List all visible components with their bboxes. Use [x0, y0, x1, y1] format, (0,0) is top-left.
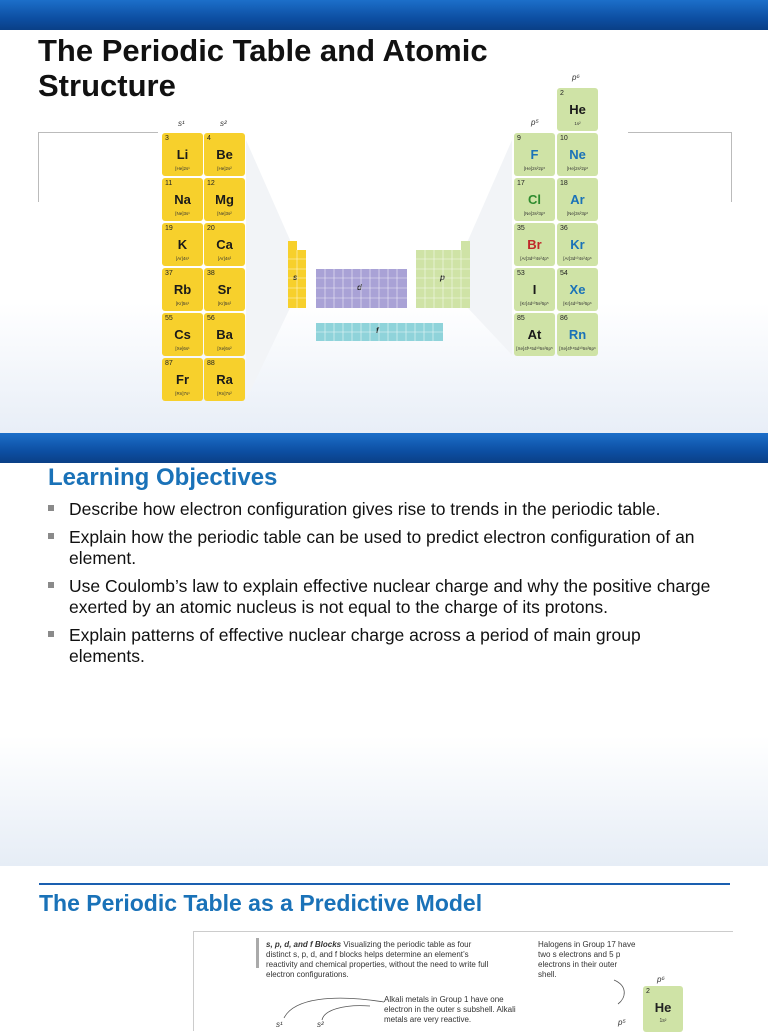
element-symbol: K	[177, 237, 188, 252]
element-symbol: Be	[216, 147, 233, 162]
element-cell	[557, 313, 598, 356]
bullet-marker-icon	[48, 582, 54, 588]
atomic-number: 3	[165, 135, 169, 142]
bullet-text: Explain patterns of effective nuclear charge across a period of main group elements.	[69, 625, 641, 666]
s2-column-header: s²	[220, 119, 227, 128]
bullet-marker-icon	[48, 505, 54, 511]
electron-config: [Ne]3s¹	[175, 211, 190, 216]
f-block-label: f	[376, 326, 379, 335]
electron-config: [Xe]6s¹	[175, 346, 190, 351]
element-symbol: Xe	[569, 282, 586, 297]
atomic-number: 18	[560, 180, 568, 187]
blocks-caption-heading: s, p, d, and f Blocks	[266, 940, 342, 949]
element-cell	[162, 358, 203, 401]
element-cell	[514, 313, 555, 356]
element-cell	[557, 133, 598, 176]
helium-cell	[643, 986, 683, 1032]
element-symbol: Kr	[570, 237, 585, 252]
electron-config: [Ar]4s²	[217, 256, 232, 261]
electron-config: [Kr]4d¹⁰5s²5p⁶	[563, 301, 592, 306]
element-symbol: Rb	[173, 282, 192, 297]
halogen-caption: Halogens in Group 17 have two s electrons and 5 p electrons in their outer shell.	[538, 940, 636, 979]
atomic-number: 86	[560, 315, 568, 322]
atomic-number: 54	[560, 270, 568, 277]
element-cell	[204, 223, 245, 266]
element-cell	[204, 178, 245, 221]
element-cell	[204, 133, 245, 176]
element-cell	[162, 178, 203, 221]
electron-config: [Rn]7s²	[217, 391, 232, 396]
element-cell	[162, 223, 203, 266]
blocks-figure	[193, 931, 733, 1031]
list-item	[48, 576, 718, 618]
element-cell	[162, 133, 203, 176]
element-symbol: Li	[176, 147, 189, 162]
element-symbol: Br	[527, 237, 542, 252]
electron-config: [Xe]6s²	[217, 346, 232, 351]
atomic-number: 36	[560, 225, 568, 232]
element-cell	[204, 358, 245, 401]
slide-header-bar	[0, 433, 768, 463]
s-block-mini-top2	[297, 250, 306, 259]
element-symbol: Ar	[570, 192, 585, 207]
s-block-label: s	[293, 273, 298, 282]
p-block-mini-he	[461, 241, 470, 250]
atomic-number: 87	[165, 360, 173, 367]
element-cell	[514, 223, 555, 266]
atomic-number: 2	[646, 988, 650, 995]
element-cell	[557, 223, 598, 266]
electron-config: [Xe]4f¹⁴5d¹⁰6s²6p⁶	[559, 346, 596, 351]
element-cell	[514, 178, 555, 221]
element-symbol: Ba	[216, 327, 233, 342]
electron-config: [He]2s²2p⁶	[566, 166, 589, 171]
electron-config: [Kr]5s¹	[175, 301, 190, 306]
electron-config: [He]2s²2p⁵	[523, 166, 546, 171]
element-symbol: Na	[174, 192, 191, 207]
blocks-caption-body: Visualizing the periodic table as four distinct s, p, d, and f blocks helps determine an element’s reactivity and chemical properties, without the need to write full electron configurations.	[266, 940, 489, 979]
element-cell	[162, 268, 203, 311]
electron-config: [Kr]4d¹⁰5s²5p⁵	[520, 301, 549, 306]
electron-config: 1s²	[574, 121, 581, 126]
atomic-number: 4	[207, 135, 211, 142]
s1-label: s¹	[276, 1020, 283, 1029]
element-cell	[514, 268, 555, 311]
element-symbol: Ca	[216, 237, 233, 252]
atomic-number: 20	[207, 225, 215, 232]
s2-label: s²	[317, 1020, 324, 1029]
electron-config: [Ar]3d¹⁰4s²4p⁵	[520, 256, 549, 261]
electron-config: [Rn]7s¹	[175, 391, 190, 396]
atomic-number: 88	[207, 360, 215, 367]
electron-config: [He]2s¹	[175, 166, 190, 171]
electron-config: [Ar]4s¹	[175, 256, 190, 261]
s1-column-header: s¹	[178, 119, 185, 128]
element-symbol: Cs	[174, 327, 191, 342]
atomic-number: 10	[560, 135, 568, 142]
element-cell	[557, 88, 598, 131]
bullet-marker-icon	[48, 631, 54, 637]
slide-title: The Periodic Table and Atomic Structure	[38, 33, 488, 103]
electron-config: [Ne]3s²3p⁶	[566, 211, 589, 216]
element-cell	[514, 133, 555, 176]
element-symbol: Mg	[215, 192, 234, 207]
element-cell	[204, 268, 245, 311]
list-item	[48, 527, 718, 569]
electron-config: [Ar]3d¹⁰4s²4p⁶	[563, 256, 592, 261]
p6-label: p⁶	[657, 975, 665, 984]
f-block-mini	[316, 323, 443, 341]
alkali-caption: Alkali metals in Group 1 have one electron in the outer s subshell. Alkali metals are very reactive.	[384, 995, 516, 1024]
bullet-text: Use Coulomb’s law to explain effective nuclear charge and why the positive charge exerted by an atomic nucleus is not equal to the charge of its protons.	[69, 576, 711, 617]
atomic-number: 2	[560, 90, 564, 97]
element-symbol: Fr	[176, 372, 189, 387]
bullet-text: Explain how the periodic table can be used to predict electron configuration of an element.	[69, 527, 695, 568]
bullet-marker-icon	[48, 533, 54, 539]
s-block-mini-top	[288, 241, 297, 250]
element-symbol: F	[530, 147, 539, 162]
element-symbol: He	[569, 102, 586, 117]
title-rule	[39, 883, 730, 885]
atomic-number: 9	[517, 135, 521, 142]
p5-label: p⁵	[618, 1018, 626, 1027]
atomic-number: 38	[207, 270, 215, 277]
electron-config: [Xe]4f¹⁴5d¹⁰6s²6p⁵	[516, 346, 553, 351]
list-item	[48, 499, 718, 520]
d-block-label: d	[357, 283, 362, 292]
atomic-number: 11	[165, 180, 173, 187]
objectives-list	[48, 499, 718, 674]
zoom-connector-lines	[0, 0, 768, 433]
atomic-number: 12	[207, 180, 215, 187]
atomic-number: 35	[517, 225, 525, 232]
electron-config: [Ne]3s²3p⁵	[523, 211, 546, 216]
list-item	[48, 625, 718, 667]
element-cell	[204, 313, 245, 356]
bullet-text: Describe how electron configuration gives rise to trends in the periodic table.	[69, 499, 661, 519]
atomic-number: 56	[207, 315, 215, 322]
p5-column-header: p⁵	[531, 118, 539, 127]
element-symbol: Cl	[528, 192, 541, 207]
element-cell	[162, 313, 203, 356]
atomic-number: 55	[165, 315, 173, 322]
atomic-number: 53	[517, 270, 525, 277]
slide-title: The Periodic Table as a Predictive Model	[39, 890, 483, 916]
atomic-number: 19	[165, 225, 173, 232]
p6-column-header: p⁶	[572, 73, 580, 82]
element-symbol: Rn	[568, 327, 587, 342]
element-symbol: Sr	[217, 282, 232, 297]
element-symbol: I	[532, 282, 537, 297]
p-block-label: p	[440, 273, 445, 282]
slide-predictive-model	[0, 866, 768, 1029]
element-symbol: Ra	[216, 372, 233, 387]
electron-config: 1s²	[659, 1018, 667, 1024]
slide-learning-objectives	[0, 433, 768, 866]
s-block-mini-col2	[297, 259, 306, 308]
electron-config: [Kr]5s²	[217, 301, 232, 306]
element-symbol: At	[527, 327, 542, 342]
slide-title: Learning Objectives	[48, 464, 278, 491]
atomic-number: 85	[517, 315, 525, 322]
atomic-number: 37	[165, 270, 173, 277]
electron-config: [Ne]3s²	[217, 211, 232, 216]
element-symbol: Ne	[569, 147, 586, 162]
element-symbol: He	[654, 1000, 672, 1015]
element-cell	[557, 178, 598, 221]
slide-periodic-table	[0, 0, 768, 433]
element-cell	[557, 268, 598, 311]
electron-config: [He]2s²	[217, 166, 232, 171]
atomic-number: 17	[517, 180, 525, 187]
